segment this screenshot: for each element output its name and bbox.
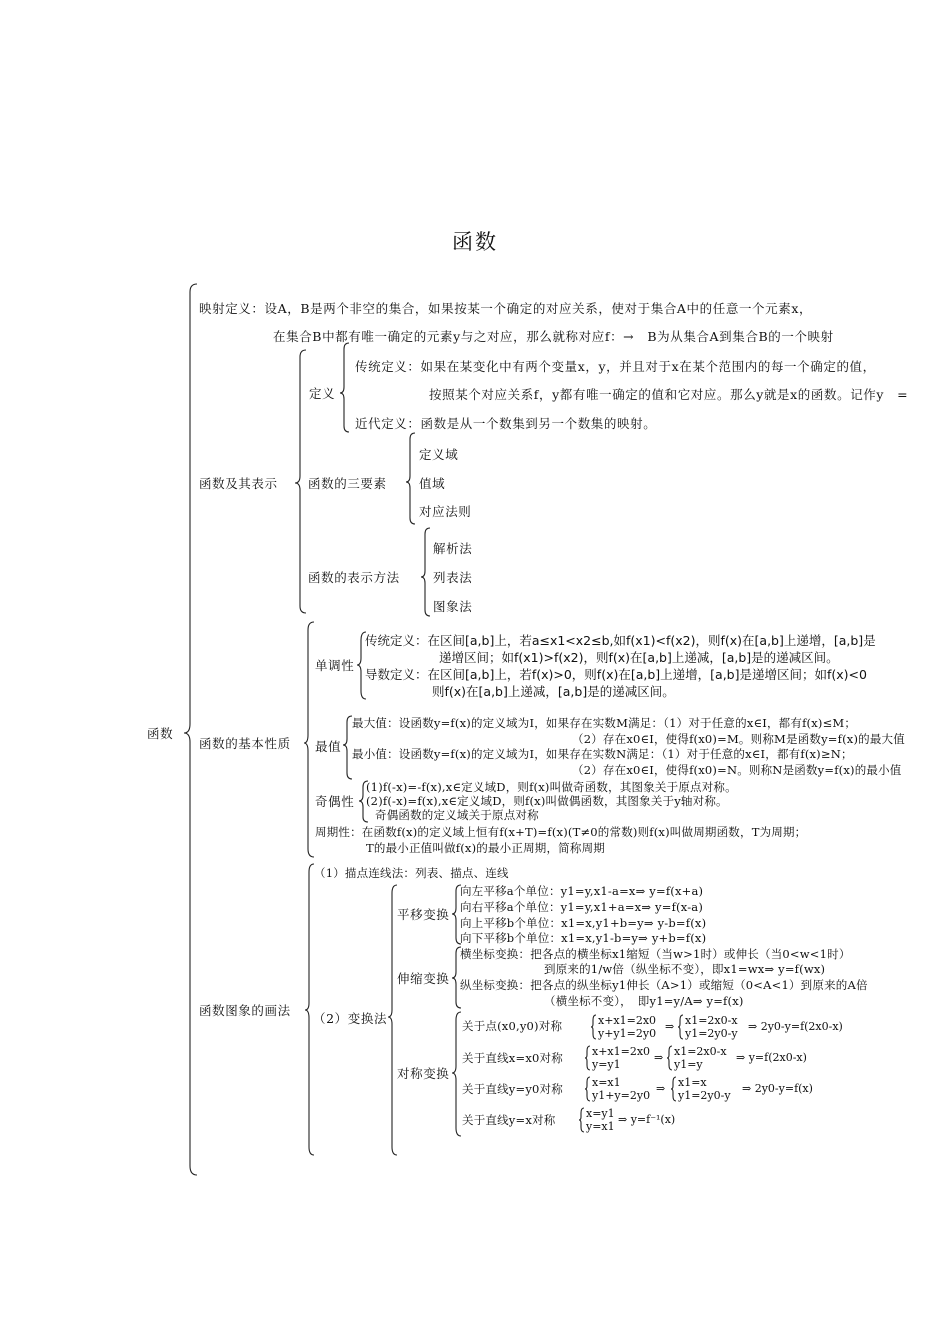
symmetry-vertical-eq-1: x+x1=2x0	[592, 1045, 651, 1058]
monotonicity-label: 单调性	[315, 658, 355, 673]
three-elements-label: 函数的三要素	[308, 476, 387, 491]
shift-left: 向左平移a个单位：y1=y,x1-a=x⇒ y=f(x+a)	[460, 884, 704, 898]
max-value-line-2: （2）存在x0∈I，使得f(x0)=M。则称M是函数y=f(x)的最大值	[572, 732, 905, 746]
translation-label: 平移变换	[397, 907, 450, 922]
scaling-label: 伸缩变换	[397, 971, 450, 986]
symmetry-point-eq-2: y+y1=2y0	[598, 1027, 657, 1040]
monotonic-line-4: 则f(x)在[a,b]上递减，[a,b]是的递减区间。	[432, 684, 675, 699]
symmetry-vertical-result: ⇒ y=f(2x0-x)	[736, 1051, 807, 1064]
shift-right: 向右平移a个单位：y1=y,x1+a=x⇒ y=f(x-a)	[460, 900, 704, 914]
three-element-range: 值域	[419, 476, 446, 491]
three-element-domain: 定义域	[419, 447, 459, 462]
symmetry-horizontal-sol-2: y1=2y0-y	[678, 1089, 731, 1102]
symmetry-vertical-line-label: 关于直线x=x0对称	[462, 1051, 563, 1065]
periodicity-line-1: 周期性：在函数f(x)的定义域上恒有f(x+T)=f(x)(T≠0的常数)则f(x)叫做周期函数，T为周期；	[315, 825, 807, 839]
scale-vertical-1: 纵坐标变换：把各点的纵坐标y1伸长（A>1）或缩短（0<A<1）到原来的A倍	[460, 978, 868, 992]
symmetry-horizontal-eq-1: x=x1	[592, 1076, 621, 1089]
symmetry-horizontal-line-label: 关于直线y=y0对称	[462, 1082, 563, 1096]
section-basic-properties-label: 函数的基本性质	[199, 736, 291, 751]
monotonic-line-1: 传统定义：在区间[a,b]上，若a≤x1<x2≤b,如f(x1)<f(x2)，则f(x)在[a,b]上递增，[a,b]是	[365, 633, 876, 648]
symmetry-vertical-sol-1: x1=2x0-x	[674, 1045, 727, 1058]
section-graphing-methods-label: 函数图象的画法	[199, 1003, 291, 1018]
page-title: 函数	[452, 230, 498, 254]
representation-methods-label: 函数的表示方法	[308, 570, 400, 585]
symmetry-point-label: 关于点(x0,y0)对称	[462, 1019, 563, 1033]
symmetry-point-eq-1: x+x1=2x0	[598, 1014, 657, 1027]
parity-label: 奇偶性	[315, 794, 355, 809]
symmetry-vertical-eq-2: y=y1	[592, 1058, 621, 1071]
symmetry-vertical-arrow: ⇒	[654, 1051, 664, 1064]
min-value-line-2: （2）存在x0∈I，使得f(x0)=N。则称N是函数y=f(x)的最小值	[572, 763, 902, 777]
point-plotting-method: （1）描点连线法：列表、描点、连线	[314, 866, 509, 880]
symmetry-horizontal-arrow: ⇒	[656, 1082, 666, 1095]
three-element-rule: 对应法则	[419, 504, 472, 519]
scale-vertical-2: （横坐标不变）， 即y1=y/A⇒ y=f(x)	[544, 994, 744, 1008]
scale-horizontal-1: 横坐标变换：把各点的横坐标x1缩短（当w>1时）或伸长（当0<w<1时）	[460, 947, 851, 961]
modern-definition: 近代定义：函数是从一个数集到另一个数集的映射。	[355, 416, 657, 431]
min-value-line-1: 最小值：设函数y=f(x)的定义域为I，如果存在实数N满足：（1）对于任意的x∈I，都有f(x)≥N；	[352, 747, 853, 761]
monotonic-line-2: 递增区间；如f(x1)>f(x2)，则f(x)在[a,b]上递减，[a,b]是的递减区间。	[439, 650, 839, 665]
shift-up: 向上平移b个单位：x1=x,y1+b=y⇒ y-b=f(x)	[460, 916, 707, 930]
extreme-value-label: 最值	[315, 739, 342, 754]
section-function-representation-label: 函数及其表示	[199, 476, 278, 491]
parity-even: (2)f(-x)=f(x),x∈定义域D，则f(x)叫做偶函数，其图象关于y轴对称。	[366, 794, 728, 808]
transformation-method-label: （2）变换法	[313, 1011, 388, 1026]
definition-label: 定义	[309, 386, 336, 401]
symmetry-horizontal-sol-1: x1=x	[678, 1076, 707, 1089]
symmetry-vertical-sol-2: y1=y	[674, 1058, 703, 1071]
symmetry-point-sol-2: y1=2y0-y	[685, 1027, 738, 1040]
max-value-line-1: 最大值：设函数y=f(x)的定义域为I，如果存在实数M满足：（1）对于任意的x∈I，都有f(x)≤M；	[352, 716, 857, 730]
representation-graph: 图象法	[433, 599, 473, 614]
symmetry-diagonal-result: ⇒ y=f⁻¹(x)	[618, 1113, 676, 1126]
periodicity-line-2: T的最小正值叫做f(x)的最小正周期，简称周期	[366, 841, 605, 855]
mapping-definition-line-2: 在集合B中都有唯一确定的元素y与之对应，那么就称对应f：→ B为从集合A到集合B的一个映射	[273, 329, 834, 344]
representation-analytic: 解析法	[433, 541, 473, 556]
traditional-definition-line-1: 传统定义：如果在某变化中有两个变量x，y，并且对于x在某个范围内的每一个确定的值，	[355, 359, 876, 374]
root-label: 函数	[147, 726, 174, 741]
symmetry-point-arrow: ⇒	[665, 1020, 675, 1033]
parity-domain-note: 奇偶函数的定义域关于原点对称	[375, 808, 539, 822]
symmetry-point-result: ⇒ 2y0-y=f(2x0-x)	[748, 1020, 843, 1033]
symmetry-diagonal-eq-1: x=y1	[586, 1107, 615, 1120]
traditional-definition-line-2: 按照某个对应关系f，y都有唯一确定的值和它对应。那么y就是x的函数。记作y =	[429, 387, 909, 402]
representation-table: 列表法	[433, 570, 473, 585]
scale-horizontal-2: 到原来的1/w倍（纵坐标不变），即x1=wx⇒ y=f(wx)	[544, 962, 826, 976]
monotonic-line-3: 导数定义：在区间[a,b]上，若f(x)>0，则f(x)在[a,b]上递增，[a,b]是递增区间；如f(x)<0	[365, 667, 867, 682]
symmetry-diagonal-eq-2: y=x1	[586, 1120, 615, 1133]
mapping-definition-line-1: 映射定义：设A，B是两个非空的集合，如果按某一个确定的对应关系，使对于集合A中的任意一个元素x，	[199, 301, 813, 316]
symmetry-point-sol-1: x1=2x0-x	[685, 1014, 738, 1027]
shift-down: 向下平移b个单位：x1=x,y1-b=y⇒ y+b=f(x)	[460, 931, 707, 945]
symmetry-horizontal-eq-2: y1+y=2y0	[592, 1089, 651, 1102]
symmetry-diagonal-label: 关于直线y=x对称	[462, 1113, 556, 1127]
parity-odd: (1)f(-x)=-f(x),x∈定义域D，则f(x)叫做奇函数，其图象关于原点对称。	[366, 780, 737, 794]
symmetry-horizontal-result: ⇒ 2y0-y=f(x)	[742, 1082, 813, 1095]
symmetry-label: 对称变换	[397, 1066, 450, 1081]
